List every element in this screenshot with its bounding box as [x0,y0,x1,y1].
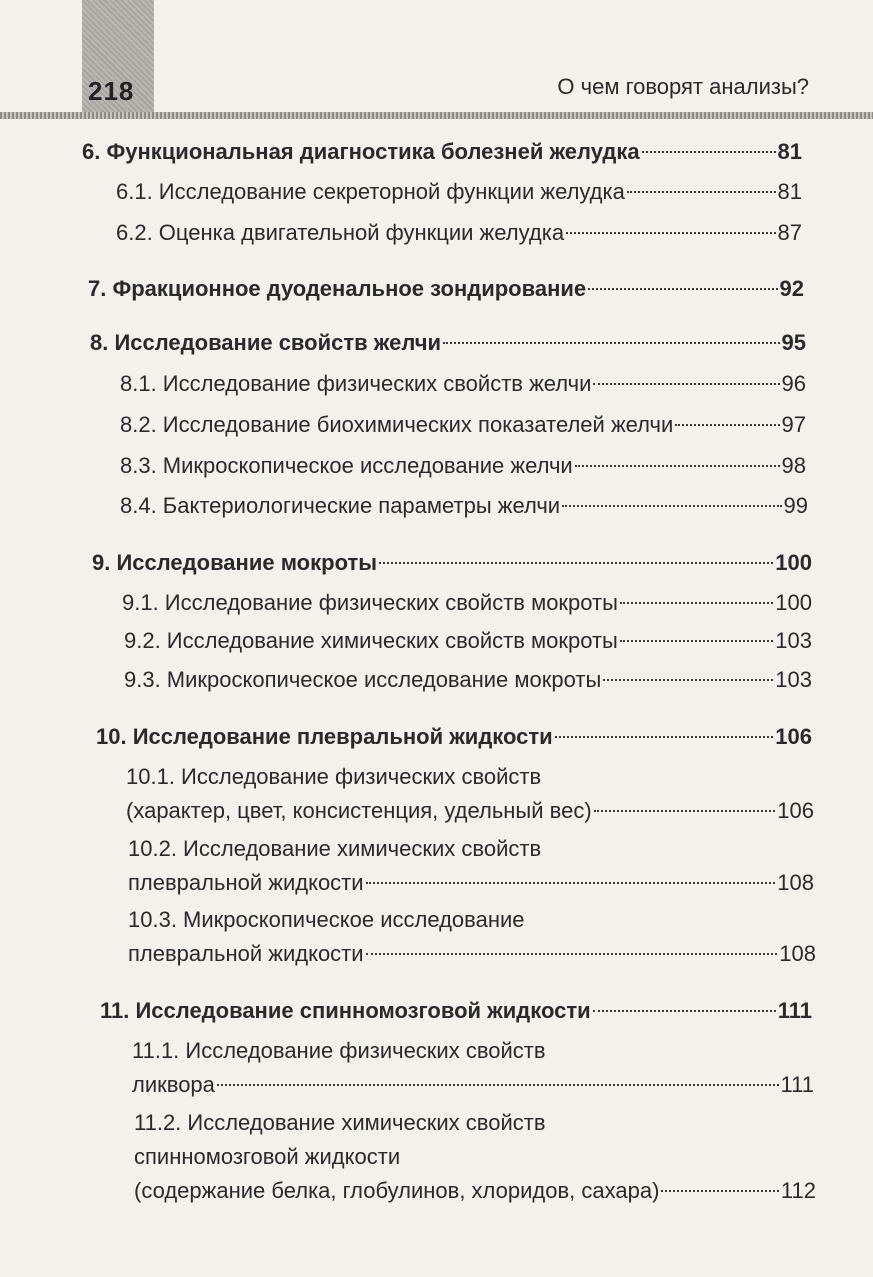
dot-leader [379,562,773,564]
toc-page: 103 [775,628,812,653]
toc-page: 106 [775,724,812,749]
toc-entry-9-3 [124,663,812,697]
toc-entry-6-1 [116,175,802,209]
toc-entry-6 [82,135,802,169]
toc-label-line: (характер, цвет, консистенция, удельный вес) [126,798,592,823]
dot-leader [661,1190,779,1192]
header-rule [0,112,873,119]
toc-page: 81 [777,179,802,204]
toc-label: 8. Исследование свойств желчи [90,330,442,355]
toc-page: 111 [780,1072,814,1097]
toc-label: 7. Фракционное дуоденальное зондирование [88,276,587,301]
toc-page: 96 [781,371,806,396]
dot-leader [642,151,776,153]
toc-entry-11-2 [134,1106,816,1208]
toc-page: 108 [777,870,814,895]
toc-page: 95 [781,330,806,355]
toc-entry-11 [100,994,812,1028]
toc-entry-7 [88,272,804,306]
dot-leader [620,602,773,604]
toc-label: 8.3. Микроскопическое исследование желчи [120,453,573,478]
toc-page: 99 [783,493,808,518]
toc-page: 97 [781,412,806,437]
toc-label-line: 10.2. Исследование химических свойств [128,836,542,861]
running-title: О чем говорят анализы? [557,74,809,99]
toc-entry-11-1 [132,1034,814,1102]
toc-label: 8.2. Исследование биохимических показателей желчи [120,412,674,437]
toc-entry-8-4 [120,489,808,523]
toc-label: 9.1. Исследование физических свойств мокроты [122,590,618,615]
toc-label-line: 11.1. Исследование физических свойств [132,1038,546,1063]
toc-label: 9.2. Исследование химических свойств мокроты [124,628,618,653]
toc-label: 10. Исследование плевральной жидкости [96,724,553,749]
dot-leader [594,810,776,812]
toc-page: 98 [781,453,806,478]
toc-entry-8-1 [120,367,806,401]
toc-page: 111 [777,998,812,1023]
toc-label: 11. Исследование спинномозговой жидкости [100,998,591,1023]
toc-entry-9-1 [122,586,812,620]
toc-label-line: (содержание белка, глобулинов, хлоридов, сахара) [134,1178,660,1203]
toc-page: 100 [775,550,812,575]
toc-label-line: плевральной жидкости [128,870,364,895]
dot-leader [566,232,775,234]
dot-leader [603,679,773,681]
toc-label: 8.4. Бактериологические параметры желчи [120,493,561,518]
page-number: 218 [88,76,135,106]
dot-leader [620,640,773,642]
toc-page: 108 [779,941,816,966]
dot-leader [555,736,774,738]
toc-label-line: плевральной жидкости [128,941,364,966]
toc-page: 100 [775,590,812,615]
dot-leader [593,1010,776,1012]
toc-label: 9. Исследование мокроты [92,550,378,575]
toc-label-line: 10.1. Исследование физических свойств [126,764,542,789]
toc-entry-8 [90,326,806,360]
dot-leader [217,1084,779,1086]
toc-page: 106 [777,798,814,823]
toc-label-line: ликвора [132,1072,215,1097]
toc-entry-8-2 [120,408,806,442]
toc-entry-10-2 [128,832,814,900]
dot-leader [593,383,779,385]
dot-leader [366,882,776,884]
toc-entry-8-3 [120,449,806,483]
dot-leader [562,505,781,507]
toc-label-line: 10.3. Микроскопическое исследование [128,907,525,932]
toc-entry-10-3 [128,903,816,971]
toc-entry-9 [92,546,812,580]
toc-entry-6-2 [116,216,802,250]
toc-label-line: 11.2. Исследование химических свойств [134,1110,546,1135]
toc-page: 103 [775,667,812,692]
toc-label: 6.1. Исследование секреторной функции желудка [116,179,625,204]
dot-leader [366,953,778,955]
toc-page: 112 [780,1178,816,1203]
toc-entry-10-1 [126,760,814,828]
toc-page: 81 [777,139,802,164]
dot-leader [575,465,780,467]
toc-label: 6. Функциональная диагностика болезней желудка [82,139,640,164]
toc-label: 9.3. Микроскопическое исследование мокроты [124,667,602,692]
dot-leader [588,288,777,290]
toc-page: 92 [779,276,804,301]
toc-entry-9-2 [124,624,812,658]
dot-leader [675,424,779,426]
toc-entry-10 [96,720,812,754]
toc-label-line: спинномозговой жидкости [134,1144,401,1169]
toc-label: 8.1. Исследование физических свойств желчи [120,371,592,396]
dot-leader [443,342,779,344]
toc-label: 6.2. Оценка двигательной функции желудка [116,220,565,245]
toc-page: 87 [777,220,802,245]
dot-leader [627,191,776,193]
